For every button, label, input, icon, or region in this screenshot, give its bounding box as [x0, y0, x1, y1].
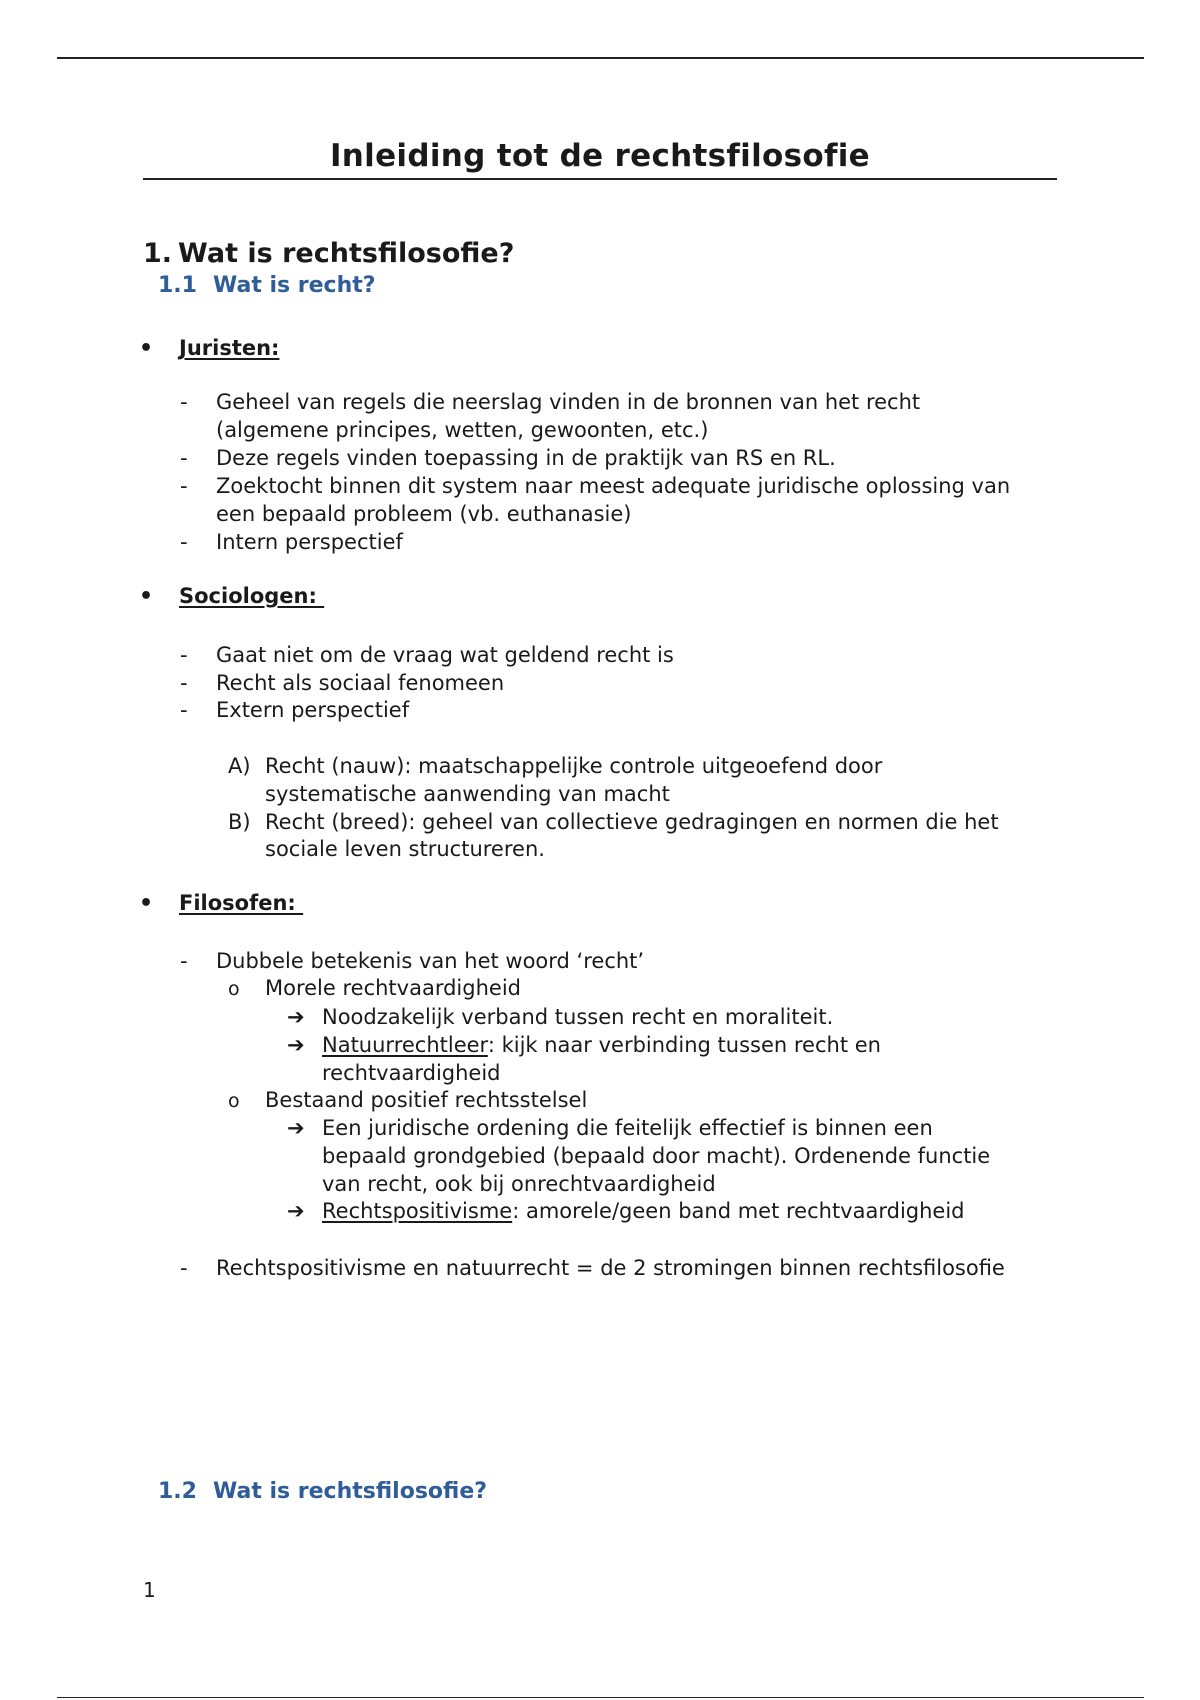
list-item [228, 1086, 587, 1115]
natuurrechtleer-term: Natuurrechtleer [322, 1033, 488, 1057]
juristen-item-1-cont: (algemene principes, wetten, gewoonten, etc.) [216, 418, 709, 442]
filosofen-sub-2-arrow-2: : amorele/geen band met rechtvaardigheid [512, 1199, 965, 1223]
list-item [228, 974, 521, 1003]
alpha-marker-a: A) [228, 754, 251, 778]
section-1-title: Wat is rechtsfilosofie? [178, 238, 515, 269]
filosofen-sub-1: Morele rechtvaardigheid [265, 976, 521, 1000]
arrow-right-icon: ➔ [287, 1116, 305, 1140]
section-1-2-number: 1.2 [158, 1479, 197, 1504]
filosofen-sub-1-arrow-2: : kijk naar verbinding tussen recht en [487, 1033, 881, 1057]
list-item [287, 1031, 881, 1059]
circle-bullet-icon: o [228, 1090, 240, 1112]
footer-rule [57, 1697, 1144, 1698]
section-1-2-heading [158, 1479, 487, 1504]
juristen-item-3-cont: een bepaald probleem (vb. euthanasie) [216, 502, 632, 526]
dash-marker: - [180, 1256, 188, 1280]
list-item [180, 528, 403, 556]
juristen-item-3: Zoektocht binnen dit system naar meest adequate juridische oplossing van [216, 474, 1011, 498]
filosofen-label: Filosofen: [179, 891, 304, 915]
list-item [180, 1254, 1005, 1282]
sociologen-b-line-2: sociale leven structureren. [265, 837, 545, 861]
dash-marker: - [180, 390, 188, 414]
dash-marker: - [180, 949, 188, 973]
list-item [287, 1114, 933, 1142]
juristen-item-1: Geheel van regels die neerslag vinden in de bronnen van het recht [216, 390, 921, 414]
list-item [228, 808, 999, 836]
title-block [143, 138, 1057, 180]
filosofen-heading [139, 891, 303, 916]
sociologen-a-line-2: systematische aanwending van macht [265, 782, 670, 806]
arrow-right-icon: ➔ [287, 1199, 305, 1223]
section-1-1-heading [158, 273, 376, 298]
circle-bullet-icon: o [228, 978, 240, 1000]
arrow-right-icon: ➔ [287, 1005, 305, 1029]
juristen-item-2: Deze regels vinden toepassing in de praktijk van RS en RL. [216, 446, 836, 470]
filosofen-sub-1-arrow-2-cont: rechtvaardigheid [322, 1061, 501, 1085]
list-item [180, 388, 920, 416]
sociologen-item-3: Extern perspectief [216, 698, 410, 722]
alpha-marker-b: B) [228, 810, 251, 834]
filosofen-sub-1-arrow-1: Noodzakelijk verband tussen recht en moraliteit. [322, 1005, 834, 1029]
filosofen-sub-2: Bestaand positief rechtsstelsel [265, 1088, 588, 1112]
juristen-label: Juristen: [179, 336, 280, 360]
filosofen-sub-2-arrow-1-cont-1: bepaald grondgebied (bepaald door macht). Ordenende functie [322, 1144, 991, 1168]
list-item [180, 669, 504, 697]
list-item [228, 752, 882, 780]
section-1-heading [143, 238, 514, 269]
filosofen-sub-2-arrow-1: Een juridische ordening die feitelijk effectief is binnen een [322, 1116, 933, 1140]
dash-marker: - [180, 671, 188, 695]
sociologen-a-line-1: Recht (nauw): maatschappelijke controle uitgeoefend door [265, 754, 883, 778]
bullet-icon: • [139, 891, 154, 916]
dash-marker: - [180, 474, 188, 498]
bullet-icon: • [139, 336, 154, 361]
list-item [180, 472, 1010, 500]
dash-marker: - [180, 446, 188, 470]
filosofen-item-1: Dubbele betekenis van het woord ‘recht’ [216, 949, 645, 973]
rechtspositivisme-term: Rechtspositivisme [322, 1199, 513, 1223]
section-1-2-title: Wat is rechtsfilosofie? [212, 1479, 488, 1504]
dash-marker: - [180, 698, 188, 722]
page-number: 1 [143, 1578, 156, 1602]
sociologen-item-1: Gaat niet om de vraag wat geldend recht is [216, 643, 674, 667]
section-1-1-title: Wat is recht? [212, 273, 376, 298]
filosofen-sub-2-arrow-1-cont-2: van recht, ook bij onrechtvaardigheid [322, 1172, 716, 1196]
header-rule [57, 57, 1144, 59]
dash-marker: - [180, 643, 188, 667]
arrow-right-icon: ➔ [287, 1033, 305, 1057]
sociologen-heading [139, 584, 324, 609]
juristen-heading [139, 336, 279, 361]
document-title: Inleiding tot de rechtsfilosofie [329, 138, 871, 174]
filosofen-item-2: Rechtspositivisme en natuurrecht = de 2 stromingen binnen rechtsfilosofie [216, 1256, 1005, 1280]
sociologen-item-2: Recht als sociaal fenomeen [216, 671, 505, 695]
list-item [287, 1003, 833, 1031]
section-1-number: 1. [143, 238, 173, 269]
dash-marker: - [180, 530, 188, 554]
list-item [180, 641, 674, 669]
list-item [287, 1197, 965, 1225]
bullet-icon: • [139, 584, 154, 609]
list-item [180, 444, 836, 472]
list-item [180, 696, 409, 724]
section-1-1-number: 1.1 [158, 273, 197, 298]
list-item [180, 947, 644, 975]
sociologen-b-line-1: Recht (breed): geheel van collectieve gedragingen en normen die het [265, 810, 999, 834]
sociologen-label: Sociologen: [179, 584, 325, 608]
juristen-item-4: Intern perspectief [216, 530, 403, 554]
